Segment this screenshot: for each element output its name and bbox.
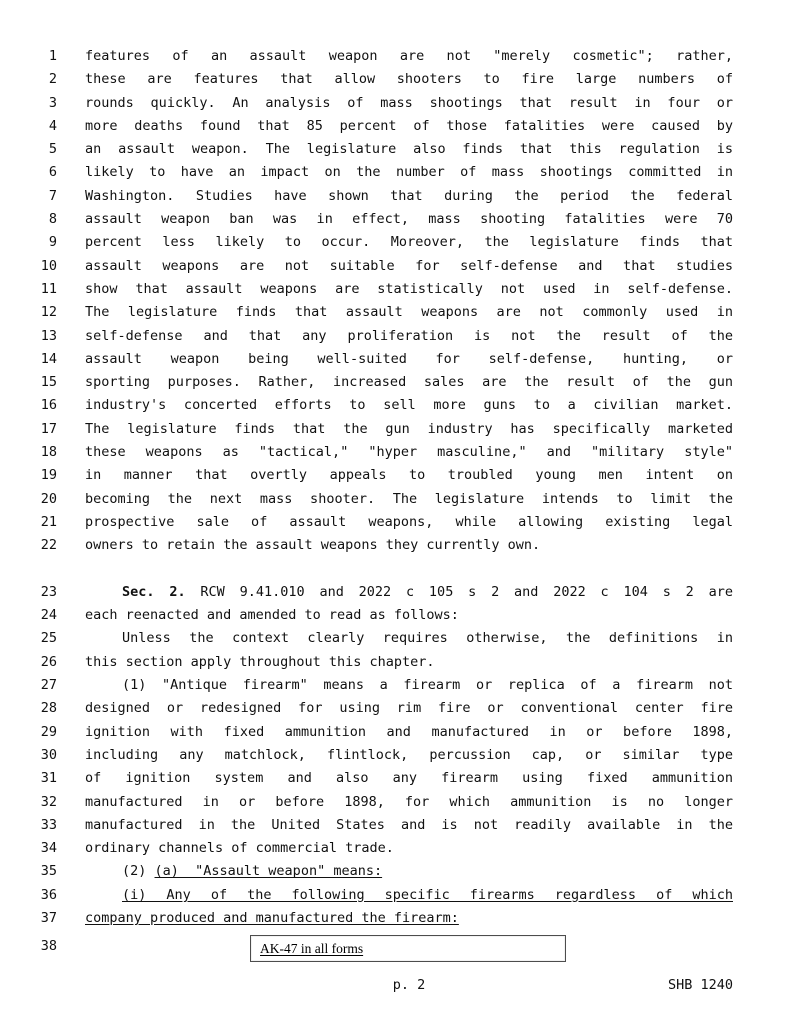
text-segment: self-defense and that any proliferation is not the result of the <box>85 327 733 344</box>
text-segment: designed or redesigned for using rim fire or conventional center fire <box>85 700 733 717</box>
line-number: 36 <box>40 886 57 903</box>
document-line <box>0 348 791 371</box>
line-text <box>85 68 733 91</box>
line-text <box>85 488 733 511</box>
line-number: 1 <box>48 48 57 64</box>
line-text <box>85 348 733 371</box>
text-segment: becoming the next mass shooter. The legislature intends to limit the <box>85 490 733 507</box>
document-line <box>0 581 791 604</box>
document-line <box>0 860 791 883</box>
line-text <box>85 371 733 394</box>
text-segment: ignition with fixed ammunition and manufactured in or before 1898, <box>85 723 733 740</box>
line-text <box>85 161 733 184</box>
document-line <box>0 837 791 860</box>
line-number: 31 <box>40 770 57 787</box>
line-text <box>85 418 733 441</box>
line-number: 6 <box>48 164 57 181</box>
line-number: 35 <box>40 863 57 880</box>
line-number: 37 <box>40 909 57 926</box>
line-text <box>85 627 733 650</box>
document-body <box>0 45 791 964</box>
text-segment: prospective sale of assault weapons, while allowing existing legal <box>85 513 733 530</box>
line-number: 2 <box>48 71 57 88</box>
line-number: 24 <box>40 607 57 624</box>
line-number: 4 <box>48 117 57 134</box>
line-text <box>85 907 733 930</box>
line-number: 21 <box>40 513 57 530</box>
document-line <box>0 115 791 138</box>
blank-line <box>0 558 791 581</box>
line-number: 26 <box>40 653 57 670</box>
line-text <box>85 278 733 301</box>
page-number-label: p. 2 <box>392 977 426 993</box>
document-line <box>0 651 791 674</box>
document-line <box>0 814 791 837</box>
line-number: 11 <box>40 280 57 297</box>
document-line <box>0 488 791 511</box>
text-segment: of ignition system and also any firearm using fixed ammunition <box>85 770 733 787</box>
line-text <box>85 697 733 720</box>
line-text <box>85 767 733 790</box>
line-number: 9 <box>48 234 57 251</box>
inline-box-container <box>85 935 733 964</box>
line-text <box>85 138 733 161</box>
text-segment: likely to have an impact on the number of mass shootings committed in <box>85 164 733 181</box>
line-text <box>85 837 733 860</box>
line-text <box>85 92 733 115</box>
line-text <box>85 255 733 278</box>
text-segment: company produced and manufactured the firearm: <box>85 909 459 926</box>
line-text <box>85 394 733 417</box>
text-segment: rounds quickly. An analysis of mass shootings that result in four or <box>85 94 733 111</box>
line-number: 14 <box>40 350 57 367</box>
text-segment: sporting purposes. Rather, increased sales are the result of the gun <box>85 374 733 391</box>
line-text <box>85 511 733 534</box>
document-line <box>0 884 791 907</box>
line-number: 22 <box>40 537 57 554</box>
line-number: 25 <box>40 630 57 647</box>
text-segment: show that assault weapons are statistically not used in self-defense. <box>85 280 733 297</box>
document-line <box>0 604 791 627</box>
line-text <box>85 185 733 208</box>
line-number: 33 <box>40 816 57 833</box>
document-line <box>0 674 791 697</box>
text-segment: this section apply throughout this chapter. <box>85 653 435 670</box>
document-line <box>0 627 791 650</box>
line-text <box>85 534 733 557</box>
document-line <box>0 371 791 394</box>
line-text <box>85 791 733 814</box>
document-line <box>0 394 791 417</box>
text-segment: (1) "Antique firearm" means a firearm or replica of a firearm not <box>122 677 733 694</box>
document-line <box>0 255 791 278</box>
document-line <box>0 161 791 184</box>
document-line <box>0 721 791 744</box>
text-segment: manufactured in the United States and is not readily available in the <box>85 816 733 833</box>
line-number: 15 <box>40 374 57 391</box>
line-number: 18 <box>40 444 57 461</box>
line-text <box>85 604 733 627</box>
page-footer <box>85 974 733 997</box>
line-number: 20 <box>40 490 57 507</box>
text-segment: (i) Any of the following specific firearms regardless of which <box>122 886 733 903</box>
text-segment: assault weapon being well-suited for self-defense, hunting, or <box>85 350 733 367</box>
bill-number-label: SHB 1240 <box>667 977 733 993</box>
line-text <box>85 884 733 907</box>
line-text <box>85 45 733 68</box>
document-line <box>0 511 791 534</box>
text-segment: Sec. 2. <box>122 583 186 600</box>
document-line <box>0 185 791 208</box>
line-text <box>85 651 733 674</box>
line-text <box>85 441 733 464</box>
firearm-list-box <box>250 935 566 962</box>
document-line <box>0 464 791 487</box>
line-number: 32 <box>40 793 57 810</box>
line-number: 38 <box>40 938 57 955</box>
text-segment: Washington. Studies have shown that during the period the federal <box>85 187 733 204</box>
text-segment: ordinary channels of commercial trade. <box>85 840 394 857</box>
line-text <box>85 814 733 837</box>
text-segment: The legislature finds that the gun industry has specifically marketed <box>85 420 733 437</box>
document-line <box>0 907 791 930</box>
document-line <box>0 744 791 767</box>
line-number: 17 <box>40 420 57 437</box>
line-number: 8 <box>48 211 57 228</box>
text-segment: manufactured in or before 1898, for which ammunition is no longer <box>85 793 733 810</box>
line-text <box>85 674 733 697</box>
text-segment: owners to retain the assault weapons they currently own. <box>85 537 541 554</box>
text-segment: (2) <box>122 863 155 880</box>
line-number: 5 <box>48 141 57 158</box>
document-line <box>0 278 791 301</box>
text-segment: more deaths found that 85 percent of those fatalities were caused by <box>85 117 733 134</box>
document-line <box>0 231 791 254</box>
document-line <box>0 92 791 115</box>
document-line <box>0 208 791 231</box>
line-number: 34 <box>40 840 57 857</box>
text-segment: assault weapons are not suitable for self-defense and that studies <box>85 257 733 274</box>
text-segment: percent less likely to occur. Moreover, the legislature finds that <box>85 234 733 251</box>
line-text <box>85 464 733 487</box>
line-text <box>85 301 733 324</box>
line-text <box>85 721 733 744</box>
text-segment: The legislature finds that assault weapons are not commonly used in <box>85 304 733 321</box>
document-line <box>0 935 791 964</box>
text-segment: including any matchlock, flintlock, percussion cap, or similar type <box>85 746 733 763</box>
line-number: 7 <box>48 187 57 204</box>
document-line <box>0 418 791 441</box>
text-segment: RCW 9.41.010 and 2022 c 105 s 2 and 2022 c 104 s 2 are <box>185 583 733 600</box>
line-number: 16 <box>40 397 57 414</box>
document-line <box>0 138 791 161</box>
line-number: 3 <box>48 94 57 111</box>
text-segment: Unless the context clearly requires otherwise, the definitions in <box>122 630 733 647</box>
document-line <box>0 45 791 68</box>
line-number: 12 <box>40 304 57 321</box>
line-number: 30 <box>40 746 57 763</box>
firearm-list-box-text: AK-47 in all forms <box>260 941 364 957</box>
document-line <box>0 767 791 790</box>
text-segment: assault weapon ban was in effect, mass shooting fatalities were 70 <box>85 211 733 228</box>
line-number: 23 <box>40 583 57 600</box>
line-text <box>85 208 733 231</box>
document-line <box>0 534 791 557</box>
line-number: 19 <box>40 467 57 484</box>
document-line <box>0 325 791 348</box>
document-line <box>0 791 791 814</box>
line-text <box>85 860 733 883</box>
text-segment: an assault weapon. The legislature also finds that this regulation is <box>85 141 733 158</box>
document-line <box>0 68 791 91</box>
line-number: 28 <box>40 700 57 717</box>
line-number: 13 <box>40 327 57 344</box>
line-number: 29 <box>40 723 57 740</box>
document-line <box>0 697 791 720</box>
line-text <box>85 231 733 254</box>
line-text <box>85 325 733 348</box>
text-segment: these weapons as "tactical," "hyper masculine," and "military style" <box>85 444 733 461</box>
text-segment: these are features that allow shooters to fire large numbers of <box>85 71 733 88</box>
document-line <box>0 441 791 464</box>
line-text <box>85 115 733 138</box>
line-text <box>85 744 733 767</box>
line-number: 27 <box>40 677 57 694</box>
text-segment: industry's concerted efforts to sell more guns to a civilian market. <box>85 397 733 414</box>
text-segment: features of an assault weapon are not "merely cosmetic"; rather, <box>85 48 733 64</box>
text-segment: each reenacted and amended to read as follows: <box>85 607 459 624</box>
document-line <box>0 301 791 324</box>
line-number: 10 <box>40 257 57 274</box>
text-segment: in manner that overtly appeals to troubled young men intent on <box>85 467 733 484</box>
line-text <box>85 581 733 604</box>
text-segment: (a) "Assault weapon" means: <box>154 863 383 880</box>
